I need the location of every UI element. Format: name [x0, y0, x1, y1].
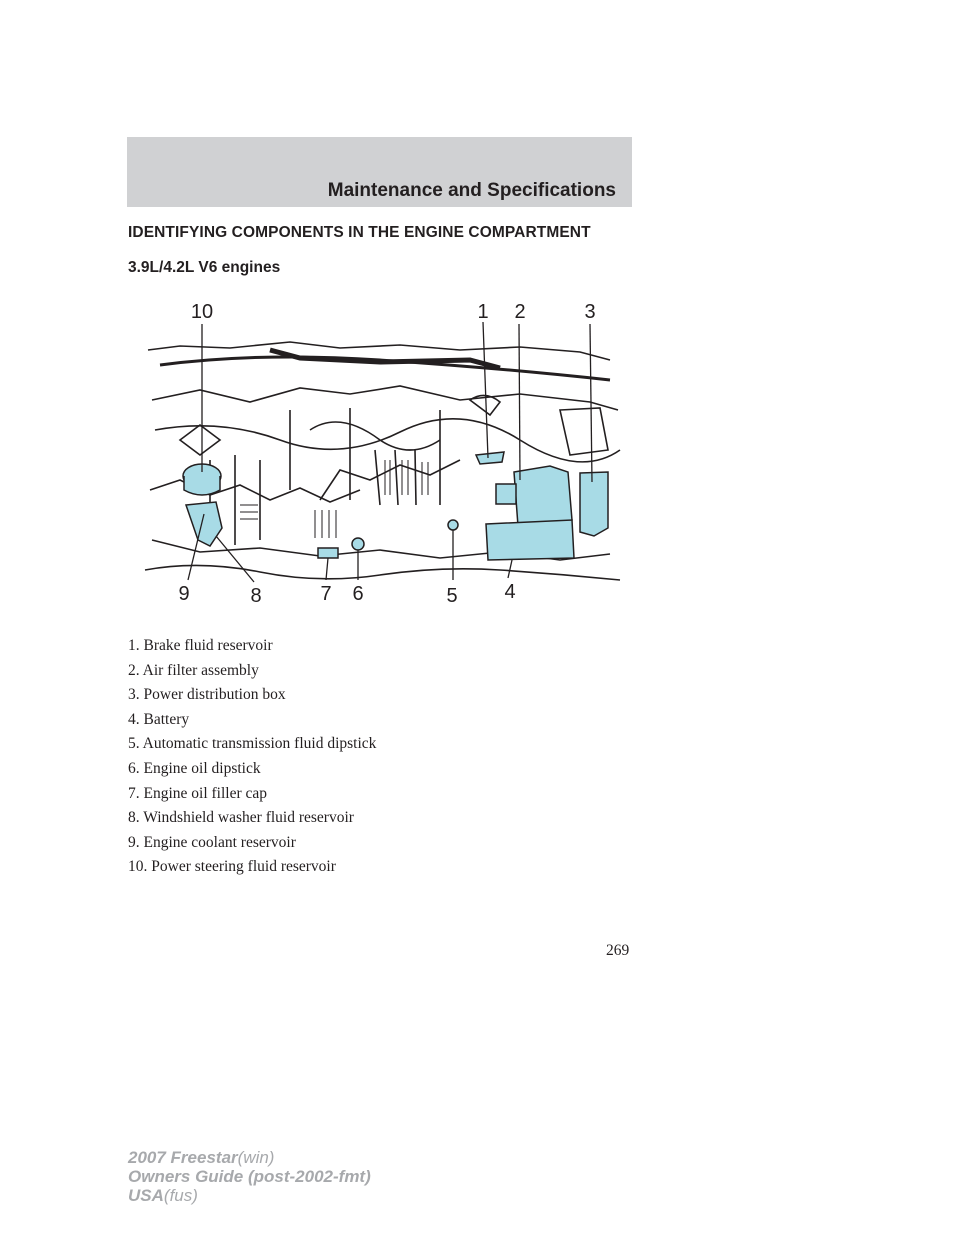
- callout-10: 10: [190, 301, 214, 323]
- list-item: 5. Automatic transmission fluid dipstick: [128, 735, 377, 753]
- callout-8: 8: [250, 585, 262, 607]
- coolant-reservoir: [186, 502, 222, 546]
- callout-4: 4: [504, 581, 516, 603]
- transmission-dipstick-handle: [448, 520, 458, 530]
- engine-compartment-diagram: [140, 290, 640, 620]
- list-item: 1. Brake fluid reservoir: [128, 637, 273, 654]
- list-item: 8. Windshield washer fluid reservoir: [128, 809, 354, 827]
- list-item: 9. Engine coolant reservoir: [128, 833, 296, 851]
- section-heading: IDENTIFYING COMPONENTS IN THE ENGINE COMPARTMENT: [128, 224, 591, 241]
- callout-6: 6: [352, 583, 364, 605]
- footer-market: USA: [128, 1186, 164, 1205]
- list-item: 4. Battery: [128, 710, 190, 728]
- header-band: [127, 137, 632, 207]
- power-steering-reservoir-body: [184, 476, 220, 495]
- callout-5: 5: [446, 585, 458, 607]
- component-list: [128, 634, 376, 880]
- list-item: 7. Engine oil filler cap: [128, 784, 268, 802]
- page-number: 269: [606, 942, 630, 959]
- footer-line-2: [128, 1167, 371, 1186]
- callout-9: 9: [178, 583, 190, 605]
- engine-subheading: 3.9L/4.2L V6 engines: [128, 259, 281, 276]
- callout-2: 2: [514, 301, 526, 323]
- footer-line-3: [128, 1186, 371, 1205]
- battery: [486, 520, 574, 560]
- callout-1: 1: [477, 301, 489, 323]
- list-item: 2. Air filter assembly: [128, 661, 259, 679]
- callout-3: 3: [584, 301, 596, 323]
- callout-7: 7: [320, 583, 332, 605]
- air-filter-inlet: [496, 484, 516, 504]
- footer-model: 2007 Freestar: [128, 1148, 238, 1167]
- power-distribution-box: [580, 472, 608, 536]
- list-item: 10. Power steering fluid reservoir: [128, 858, 336, 876]
- engine-oil-dipstick-ring: [352, 538, 364, 550]
- document-footer: [128, 1148, 371, 1205]
- list-item: 6. Engine oil dipstick: [128, 759, 261, 777]
- footer-model-code: (win): [237, 1148, 275, 1167]
- footer-market-code: (fus): [163, 1186, 198, 1205]
- engine-oil-filler-cap: [318, 548, 338, 558]
- list-item: 3. Power distribution box: [128, 686, 286, 704]
- footer-guide-type: Owners Guide (post-2002-fmt): [128, 1167, 371, 1186]
- footer-line-1: [128, 1148, 371, 1167]
- brake-fluid-reservoir: [476, 452, 504, 464]
- page-header-title: Maintenance and Specifications: [327, 180, 616, 201]
